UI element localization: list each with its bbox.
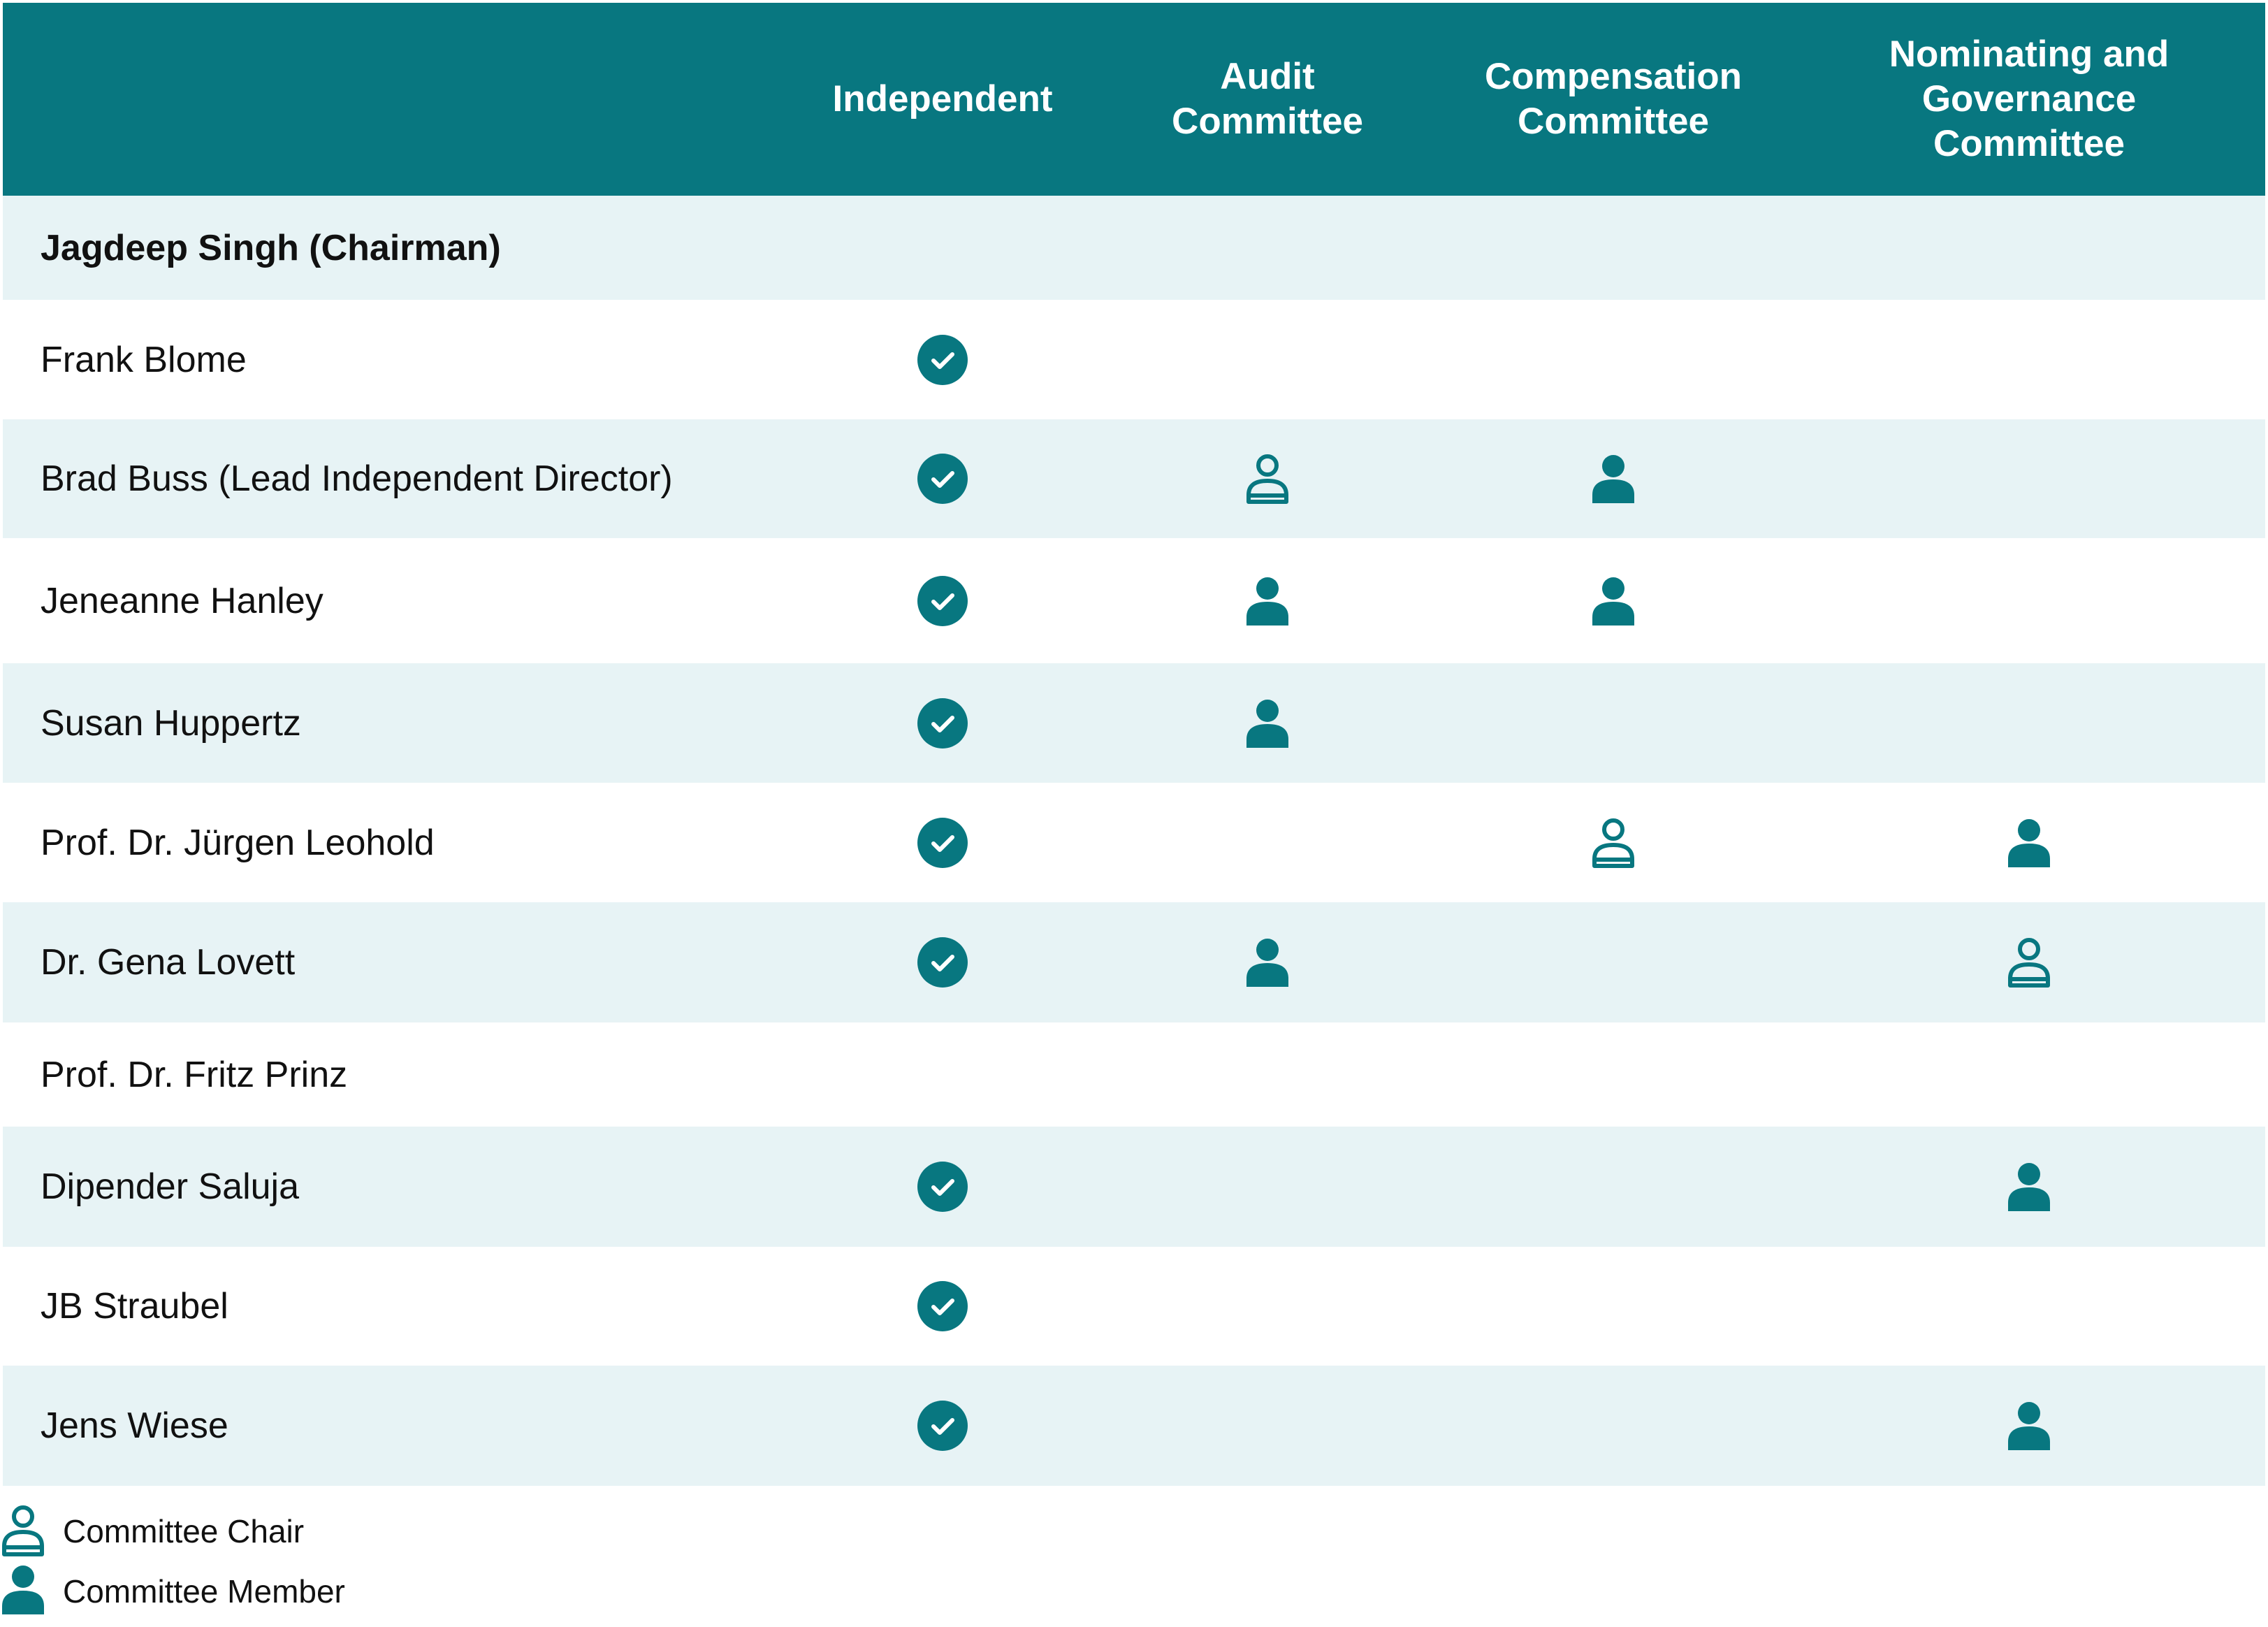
cell-compensation [1442,1127,1784,1247]
cell-compensation [1442,902,1784,1022]
committee-member-icon [2003,817,2055,869]
director-name: Dr. Gena Lovett [41,942,296,983]
cell-nominating [1819,1127,2239,1247]
legend-item-member [0,1561,559,1621]
committee-member-icon [2003,1161,2055,1213]
cell-independent [792,663,1093,783]
cell-independent [792,196,1093,300]
cell-nominating [1819,1247,2239,1366]
cell-compensation [1442,419,1784,538]
cell-independent [792,902,1093,1022]
table-row [3,902,2265,1022]
committee-chair-icon [2003,937,2055,988]
table-row [3,663,2265,783]
director-name: Jens Wiese [41,1405,228,1446]
table-row [3,1366,2265,1486]
legend-label-member: Committee Member [63,1573,345,1610]
check-icon [917,1400,968,1452]
cell-audit [1107,300,1428,419]
committee-member-icon [1587,453,1639,505]
director-name: Brad Buss (Lead Independent Director) [41,458,673,499]
committee-member-icon [1242,575,1293,627]
legend-label-chair: Committee Chair [63,1513,305,1549]
table-row [3,300,2265,419]
cell-independent [792,1366,1093,1486]
committee-member-icon [1587,575,1639,627]
cell-independent [792,1127,1093,1247]
director-name: Dipender Saluja [41,1166,300,1207]
table-row [3,196,2265,300]
column-header-independent: Independent [832,78,1053,120]
cell-audit [1107,1022,1428,1127]
cell-nominating [1819,300,2239,419]
cell-nominating [1819,196,2239,300]
cell-nominating [1819,1366,2239,1486]
committee-member-icon [1242,697,1293,749]
committee-member-icon [0,1564,46,1621]
cell-independent [792,300,1093,419]
cell-independent [792,419,1093,538]
cell-independent [792,1247,1093,1366]
director-name: Jagdeep Singh (Chairman) [41,227,501,268]
cell-compensation [1442,538,1784,663]
cell-nominating [1819,663,2239,783]
cell-audit [1107,196,1428,300]
legend-item-chair [0,1501,559,1561]
cell-nominating [1819,783,2239,902]
committee-chair-icon [0,1504,46,1561]
committee-chair-icon [1242,453,1293,505]
table-row [3,783,2265,902]
cell-audit [1107,1247,1428,1366]
committee-chair-icon [1587,817,1639,869]
table-row [3,419,2265,538]
cell-nominating [1819,419,2239,538]
check-icon [917,334,968,386]
cell-independent [792,538,1093,663]
cell-compensation [1442,1247,1784,1366]
director-name: JB Straubel [41,1286,228,1326]
director-name: Prof. Dr. Jürgen Leohold [41,822,435,863]
table-row [3,1022,2265,1127]
director-name: Prof. Dr. Fritz Prinz [41,1054,348,1095]
table-row [3,538,2265,663]
column-header-audit: Audit Committee [1172,56,1363,142]
committee-member-icon [1242,937,1293,988]
table-header [3,3,2265,196]
check-icon [917,937,968,988]
cell-nominating [1819,902,2239,1022]
cell-audit [1107,902,1428,1022]
cell-nominating [1819,538,2239,663]
committee-member-icon [2003,1400,2055,1452]
column-header-nominating: Nominating and Governance Committee [1889,34,2169,164]
cell-compensation [1442,1366,1784,1486]
cell-audit [1107,419,1428,538]
cell-audit [1107,783,1428,902]
board-committee-table [3,3,2265,1486]
cell-audit [1107,538,1428,663]
director-name: Jeneanne Hanley [41,580,324,621]
check-icon [917,453,968,505]
check-icon [917,697,968,749]
director-name: Frank Blome [41,339,247,380]
cell-compensation [1442,663,1784,783]
cell-independent [792,783,1093,902]
check-icon [917,575,968,627]
cell-compensation [1442,1022,1784,1127]
cell-compensation [1442,783,1784,902]
director-name: Susan Huppertz [41,702,301,744]
check-icon [917,817,968,869]
cell-compensation [1442,196,1784,300]
cell-audit [1107,1127,1428,1247]
column-header-compensation: Compensation Committee [1484,56,1743,142]
cell-independent [792,1022,1093,1127]
cell-audit [1107,663,1428,783]
table-row [3,1127,2265,1247]
cell-nominating [1819,1022,2239,1127]
check-icon [917,1161,968,1213]
legend [0,1501,559,1621]
table-row [3,1247,2265,1366]
cell-audit [1107,1366,1428,1486]
table-body [3,196,2265,1486]
check-icon [917,1280,968,1332]
cell-compensation [1442,300,1784,419]
